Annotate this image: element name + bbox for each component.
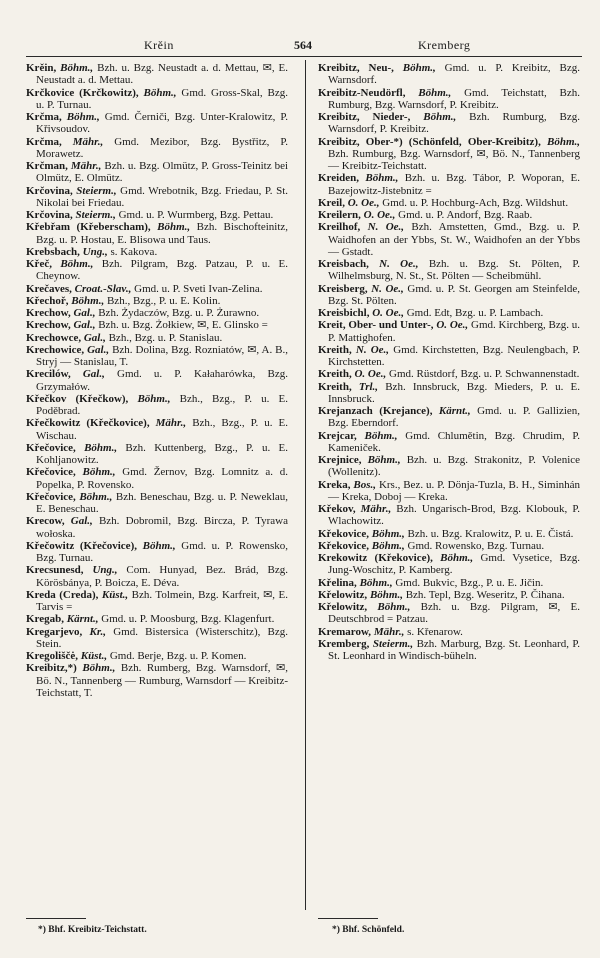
gazetteer-entry — [26, 466, 288, 491]
gazetteer-entry — [26, 295, 288, 307]
entry-headword: Křečovice, — [26, 441, 76, 454]
page-number: 564 — [294, 38, 312, 52]
entry-region: Küst., — [80, 650, 108, 662]
entry-headword: Kreibitz, Nieder-, — [318, 111, 411, 123]
entry-headword: Krebsbach, — [26, 245, 80, 258]
entry-details: Bzh. Rumberg, Bzg. Warnsdorf, ✉, Bö. N., Tannenberg — Rumburg, Warnsdorf — Kreibitz-Teichstatt, T. — [36, 662, 289, 699]
header-left-keyword: Krěin — [144, 38, 174, 52]
entry-headword: Krechow, — [26, 307, 71, 319]
gazetteer-entry — [26, 332, 288, 344]
gazetteer-entry — [26, 319, 288, 331]
gazetteer-entry — [318, 62, 580, 87]
entry-details: Gmd. Berje, Bzg. u. P. Komen. — [109, 650, 247, 662]
footnote-rule-left — [26, 918, 86, 919]
gazetteer-entry — [318, 344, 580, 369]
entry-headword: Křečkov (Křečkow), — [26, 392, 129, 405]
entry-details: Gmd. Kirchberg, Bzg. u. P. Mattighofen. — [328, 319, 581, 344]
gazetteer-entry — [26, 662, 288, 699]
gazetteer-entry — [26, 87, 288, 112]
entry-headword: Kremberg, — [318, 637, 370, 650]
entry-region: N. Oe., — [367, 221, 405, 234]
entry-region: Kärnt., — [438, 405, 471, 417]
gazetteer-entry — [318, 577, 580, 589]
entry-headword: Křelina, — [318, 576, 357, 589]
entry-region: Kärnt., — [66, 613, 99, 626]
entry-region: Ung., — [82, 245, 108, 258]
entry-headword: Kreibitz, Ober-*) (Schönfeld, Ober-Kreibitz), — [318, 135, 541, 148]
entry-region: Böhm., — [359, 576, 393, 589]
entry-headword: Krechow, — [26, 319, 71, 332]
entry-details: Bzh., Bzg., P. u. E. Poděbrad. — [36, 392, 289, 417]
entry-region: Steierm., — [76, 184, 117, 197]
entry-region: Gal., — [73, 307, 96, 319]
entry-region: Böhm., — [402, 62, 436, 74]
entry-region: Gal., — [87, 343, 110, 356]
entry-details: Bzh. Kuttenberg, Bzg., P. u. E. Kohljanowitz. — [36, 441, 289, 466]
entry-region: Mähr., — [70, 160, 102, 172]
entry-region: O. Oe., — [354, 368, 387, 381]
entry-details: Gmd. u. P. Rowensko, Bzg. Turnau. — [36, 539, 289, 564]
entry-details: Bzh. u. Bzg. St. Pölten, P. Wilhelmsburg, N. St., St. Pölten — Scheibmühl. — [328, 258, 581, 283]
entry-region: Böhm., — [418, 86, 452, 99]
entry-region: Böhm., — [84, 441, 118, 454]
gazetteer-entry — [318, 307, 580, 319]
entry-headword: Křelowitz, — [318, 588, 368, 601]
entry-details: Bzh. Innsbruck, Bzg. Mieders, P. u. E. Innsbruck. — [328, 380, 581, 405]
entry-region: Böhm., — [143, 86, 177, 99]
entry-headword: Kreilhof, — [318, 221, 361, 234]
gazetteer-entry — [26, 136, 288, 161]
entry-region: Böhm., — [60, 258, 94, 270]
entry-details: Bzh. u. Bzg. Tábor, P. Woporan, E. Bazejowitz-Jistebnitz = — [328, 172, 581, 197]
gazetteer-entry — [318, 136, 580, 173]
entry-details: Gmd. Mezibor, Bzg. Bystřitz, P. Morawetz. — [36, 135, 289, 160]
entry-headword: Křečovice, — [26, 466, 76, 479]
entry-region: O. Oe., — [363, 209, 396, 221]
entry-headword: Kreibitz,*) — [26, 662, 77, 675]
entry-details: Bzh. Dobromil, Bzg. Bircza, P. Tyrawa wołoska. — [36, 515, 288, 540]
entry-region: Böhm., — [365, 172, 399, 185]
entry-region: Steierm., — [372, 637, 414, 650]
entry-headword: Křelowitz, — [318, 601, 368, 613]
entry-region: Bos., — [353, 478, 377, 491]
entry-region: Kr., — [89, 625, 107, 638]
entry-details: Bzh. u. Bzg. Strakonitz, P. Volenice (Wollenitz). — [328, 454, 581, 479]
entry-headword: Kreil, — [318, 196, 345, 209]
entry-details: Gmd. Bukvic, Bzg., P. u. E. Jičin. — [395, 576, 544, 589]
entry-region: O. Oe., — [347, 196, 380, 209]
entry-headword: Kreisbichl, — [318, 307, 370, 319]
gazetteer-entry — [318, 503, 580, 528]
entry-details: Bzh. Beneschau, Bzg. u. P. Neweklau, E. Beneschau. — [36, 490, 289, 515]
gazetteer-entry — [318, 479, 580, 504]
gazetteer-entry — [26, 393, 288, 418]
entry-headword: Krčovina, — [26, 184, 73, 197]
entry-headword: Krejnice, — [318, 454, 362, 466]
gazetteer-entry — [26, 368, 288, 393]
entry-region: O. Oe., — [436, 319, 469, 332]
column-divider — [305, 60, 306, 910]
header-rule — [26, 56, 582, 57]
gazetteer-entry — [318, 221, 580, 258]
entry-headword: Kreka, — [318, 478, 351, 491]
gazetteer-entry — [26, 221, 288, 246]
gazetteer-entry — [318, 552, 580, 577]
header-right-keyword: Kremberg — [418, 38, 471, 52]
gazetteer-entry — [318, 528, 580, 540]
entry-headword: Kregab, — [26, 613, 64, 626]
gazetteer-entry — [318, 209, 580, 221]
entry-headword: Krecow, — [26, 515, 65, 528]
entry-region: Gal., — [82, 368, 105, 381]
gazetteer-entry — [26, 491, 288, 516]
entry-headword: Krčkovice (Krčkowitz), — [26, 86, 139, 99]
entry-details: Gmd. u. P. Kreibitz, Bzg. Warnsdorf. — [328, 62, 581, 87]
gazetteer-entry — [26, 185, 288, 210]
gazetteer-entry — [318, 87, 580, 112]
entry-region: Böhm., — [157, 221, 191, 234]
gazetteer-entry — [26, 283, 288, 295]
entry-headword: Krčman, — [26, 160, 68, 172]
gazetteer-entry — [26, 417, 288, 442]
entry-headword: Krčovina, — [26, 209, 73, 221]
gazetteer-entry — [318, 405, 580, 430]
entry-details: Bzh., Bzg., P. u. E. Wischau. — [36, 417, 289, 442]
gazetteer-entry — [318, 258, 580, 283]
entry-region: Croat.-Slav., — [74, 282, 132, 295]
entry-details: Gmd. Teichstatt, Bzh. Rumburg, Bzg. Warnsdorf, P. Kreibitz. — [328, 86, 580, 111]
gazetteer-entry — [26, 589, 288, 614]
gazetteer-entry — [26, 258, 288, 283]
gazetteer-entry — [318, 638, 580, 663]
entry-headword: Křečkowitz (Křečkovice), — [26, 417, 150, 430]
entry-details: Gmd. Kirchstetten, Bzg. Neulengbach, P. Kirchstetten. — [328, 343, 580, 368]
gazetteer-entry — [318, 589, 580, 601]
entry-details: Bzh. Tolmein, Bzg. Karfreit, ✉, E. Tarvis = — [36, 588, 288, 613]
entry-details: Gmd. Vysetice, Bzg. Jung-Woschitz, P. Kamberg. — [328, 552, 580, 577]
entry-headword: Křekovice, — [318, 539, 370, 552]
entry-details: Bzh. Amstetten, Gmd., Bzg. u. P. Waidhofen an der Ybbs, St. W., Waidhofen an der Ybbs — Gstadt. — [328, 221, 580, 258]
entry-details: Gmd. u. P. Andorf, Bzg. Raab. — [398, 209, 533, 221]
right-column — [318, 62, 580, 662]
entry-details: Gmd. u. P. Hochburg-Ach, Bzg. Wildshut. — [382, 196, 569, 209]
gazetteer-entry — [26, 344, 288, 369]
gazetteer-entry — [26, 62, 288, 87]
entry-headword: Kregoliščė, — [26, 650, 79, 662]
gazetteer-entry — [318, 368, 580, 380]
entry-details: Gmd. Edt, Bzg. u. P. Lambach. — [406, 307, 544, 319]
entry-headword: Krechowice, — [26, 343, 85, 356]
gazetteer-entry — [26, 515, 288, 540]
left-column — [26, 62, 288, 699]
entry-region: O. Oe., — [372, 307, 404, 319]
gazetteer-entry — [26, 540, 288, 565]
entry-details: Bzh. Rumburg, Bzg. Warnsdorf, P. Kreibitz. — [328, 111, 581, 136]
entry-headword: Křekov, — [318, 503, 356, 515]
entry-details: Gmd. u. P. Gallizien, Bzg. Eberndorf. — [328, 405, 581, 430]
footnote-right: *) Bhf. Schönfeld. — [332, 925, 405, 935]
entry-region: Böhm., — [371, 527, 405, 540]
gazetteer-entry — [26, 111, 288, 136]
entry-region: Böhm., — [82, 466, 116, 479]
entry-region: N. Oe., — [355, 343, 390, 356]
entry-region: Gal., — [73, 319, 96, 332]
gazetteer-entry — [26, 442, 288, 467]
entry-region: Ung., — [92, 564, 118, 577]
gazetteer-entry — [318, 626, 580, 638]
entry-region: Mähr., — [155, 417, 187, 430]
entry-details: Bzh. Ungarisch-Brod, Bzg. Klobouk, P. Wlachowitz. — [328, 503, 580, 528]
entry-headword: Kreith, — [318, 368, 352, 381]
entry-region: Steierm., — [75, 209, 116, 221]
entry-headword: Krčma, — [26, 135, 62, 148]
entry-headword: Kreibitz-Neudörfl, — [318, 86, 406, 99]
entry-headword: Krejcar, — [318, 429, 357, 442]
entry-headword: Křechoř, — [26, 294, 69, 307]
entry-details: Bzh., Bzg., P. u. E. Kolin. — [106, 294, 221, 307]
gazetteer-entry — [318, 283, 580, 308]
entry-region: Böhm., — [423, 111, 457, 123]
entry-details: Bzh. u. Bzg. Kralowitz, P. u. E. Čistá. — [407, 527, 574, 540]
gazetteer-entry — [26, 626, 288, 651]
gazetteer-entry — [318, 540, 580, 552]
entry-details: s. Křenarow. — [407, 625, 463, 638]
entry-details: Gmd. Chlumětin, Bzg. Chrudim, P. Kameniček. — [328, 429, 581, 454]
entry-region: Böhm., — [546, 135, 580, 148]
entry-region: Böhm., — [371, 539, 405, 552]
footnote-rule-right — [318, 918, 378, 919]
entry-details: Gmd. u. P. St. Georgen am Steinfelde, Bzg. St. Pölten. — [328, 282, 580, 307]
entry-headword: Kreda (Creda), — [26, 588, 99, 601]
entry-details: Bzh., Bzg. u. P. Stanislau. — [108, 331, 223, 344]
entry-headword: Křeč, — [26, 258, 52, 270]
running-header — [26, 38, 582, 56]
entry-headword: Kreith, — [318, 343, 352, 356]
entry-details: Gmd. u. P. Wurmberg, Bzg. Pettau. — [118, 209, 274, 221]
entry-headword: Kreilern, — [318, 209, 361, 221]
entry-region: Böhm., — [137, 392, 171, 405]
entry-region: Böhm., — [82, 662, 116, 675]
gazetteer-entry — [26, 613, 288, 625]
entry-details: Bzh. Marburg, Bzg. St. Leonhard, P. St. Leonhard in Windisch-büheln. — [328, 637, 581, 662]
entry-headword: Kreiden, — [318, 172, 360, 185]
entry-details: Bzh. Żydaczów, Bzg. u. P. Żurawno. — [98, 307, 260, 319]
entry-headword: Kreisbach, — [318, 258, 369, 270]
entry-headword: Krčma, — [26, 111, 62, 123]
gazetteer-entry — [26, 564, 288, 589]
entry-headword: Krečaves, — [26, 282, 72, 295]
entry-headword: Kremarow, — [318, 625, 372, 638]
entry-region: Böhm., — [71, 294, 105, 307]
gazetteer-entry — [26, 307, 288, 319]
entry-details: Gmd. Žernov, Bzg. Lomnitz a. d. Popelka, P. Rovensko. — [36, 466, 288, 491]
entry-headword: Kreibitz, Neu-, — [318, 62, 394, 74]
entry-details: Gmd. u. P. Moosburg, Bzg. Klagenfurt. — [101, 613, 275, 626]
entry-region: Böhm., — [364, 429, 398, 442]
entry-headword: Krejanzach (Krejance), — [318, 405, 433, 417]
entry-details: Bzh. Dolina, Bzg. Rozniatów, ✉, A. B., Stryj — Stanislau, T. — [36, 343, 289, 368]
entry-details: Gmd. Wrebotnik, Bzg. Friedau, P. St. Nikolai bei Friedau. — [36, 184, 288, 209]
entry-headword: Krechowce, — [26, 331, 82, 344]
entry-headword: Krecilów, — [26, 368, 71, 381]
entry-details: Bzh. Tepl, Bzg. Weseritz, P. Čihana. — [405, 588, 565, 601]
entry-details: Krs., Bez. u. P. Dönja-Tuzla, B. H., Siminhán — Kreka, Doboj — Kreka. — [328, 478, 581, 503]
gazetteer-entry — [318, 172, 580, 197]
entry-headword: Kreith, — [318, 380, 352, 393]
entry-details: Bzh. u. Bzg. Olmütz, P. Gross-Teinitz bei Olmütz, E. Olmütz. — [36, 160, 289, 185]
gazetteer-entry — [318, 111, 580, 136]
entry-region: Gal., — [70, 515, 93, 528]
entry-headword: Kreisberg, — [318, 282, 368, 295]
entry-details: Gmd. Černiči, Bzg. Unter-Kralowitz, P. Křivsoudov. — [36, 111, 289, 136]
entry-region: N. Oe., — [371, 282, 404, 295]
footnote-left: *) Bhf. Kreibitz-Teichstatt. — [38, 925, 147, 935]
entry-region: Gal., — [83, 331, 106, 344]
entry-details: Bzh. u. Bzg. Żołkiew, ✉, E. Glinsko = — [98, 319, 268, 332]
entry-region: Mähr., — [72, 135, 104, 148]
entry-details: Bzh. u. Bzg. Neustadt a. d. Mettau, ✉, E. Neustadt a. d. Mettau. — [36, 62, 288, 87]
entry-region: Mähr., — [360, 503, 392, 515]
entry-region: Böhm., — [66, 111, 100, 123]
gazetteer-entry — [318, 601, 580, 626]
entry-details: Gmd. u. P. Kałaharówka, Bzg. Grzymałów. — [36, 368, 289, 393]
entry-headword: Křečovice, — [26, 490, 76, 503]
entry-region: Böhm., — [79, 490, 113, 503]
entry-region: Trl., — [358, 380, 379, 393]
entry-headword: Kreit, Ober- und Unter-, — [318, 319, 434, 332]
entry-region: Böhm., — [367, 454, 401, 466]
gazetteer-entry — [318, 197, 580, 209]
entry-details: Bzh. Bischofteinitz, Bzg. u. P. Hostau, E. Blisowa und Taus. — [36, 221, 289, 246]
entry-details: Bzh. Pilgram, Bzg. Patzau, P. u. E. Cheynow. — [36, 258, 289, 283]
entry-headword: Křečowitz (Křečovice), — [26, 539, 137, 552]
entry-details: Gmd. Gross-Skal, Bzg. u. P. Turnau. — [36, 86, 288, 111]
entry-details: Gmd. Rüstdorf, Bzg. u. P. Schwannenstadt. — [389, 368, 580, 381]
entry-details: Com. Hunyad, Bez. Brád, Bzg. Körösbánya, P. Boicza, E. Déva. — [36, 564, 289, 589]
gazetteer-entry — [26, 160, 288, 185]
entry-headword: Krecsunesd, — [26, 564, 84, 577]
entry-region: Mähr., — [373, 625, 405, 638]
gazetteer-entry — [318, 430, 580, 455]
gazetteer-entry — [26, 650, 288, 662]
entry-details: Gmd. Rowensko, Bzg. Turnau. — [407, 539, 545, 552]
entry-headword: Krěin, — [26, 62, 57, 74]
entry-details: Gmd. Bistersica (Wisterschitz), Bzg. Stein. — [36, 625, 289, 650]
entry-region: Küst., — [101, 588, 129, 601]
entry-details: s. Kakova. — [110, 245, 158, 258]
entry-region: N. Oe., — [379, 258, 419, 270]
entry-details: Gmd. u. P. Sveti Ivan-Zelina. — [134, 282, 263, 295]
entry-region: Böhm., — [369, 588, 403, 601]
gazetteer-entry — [318, 381, 580, 406]
entry-headword: Křekovice, — [318, 527, 370, 540]
gazetteer-entry — [26, 246, 288, 258]
entry-region: Böhm., — [142, 539, 176, 552]
entry-region: Böhm., — [60, 62, 94, 74]
entry-headword: Krekowitz (Křekovice), — [318, 552, 433, 564]
gazetteer-entry — [26, 209, 288, 221]
entry-details: Bzh. u. Bzg. Pilgram, ✉, E. Deutschbrod = Patzau. — [328, 601, 581, 626]
entry-headword: Kregarjevo, — [26, 625, 83, 638]
entry-headword: Křebřam (Křeberscham), — [26, 221, 151, 234]
entry-region: Böhm., — [440, 552, 474, 564]
gazetteer-entry — [318, 319, 580, 344]
entry-region: Böhm., — [377, 601, 411, 613]
gazetteer-entry — [318, 454, 580, 479]
entry-details: Bzh. Rumburg, Bzg. Warnsdorf, ✉, Bö. N., Tannenberg — Kreibitz-Teichstatt. — [328, 147, 580, 172]
